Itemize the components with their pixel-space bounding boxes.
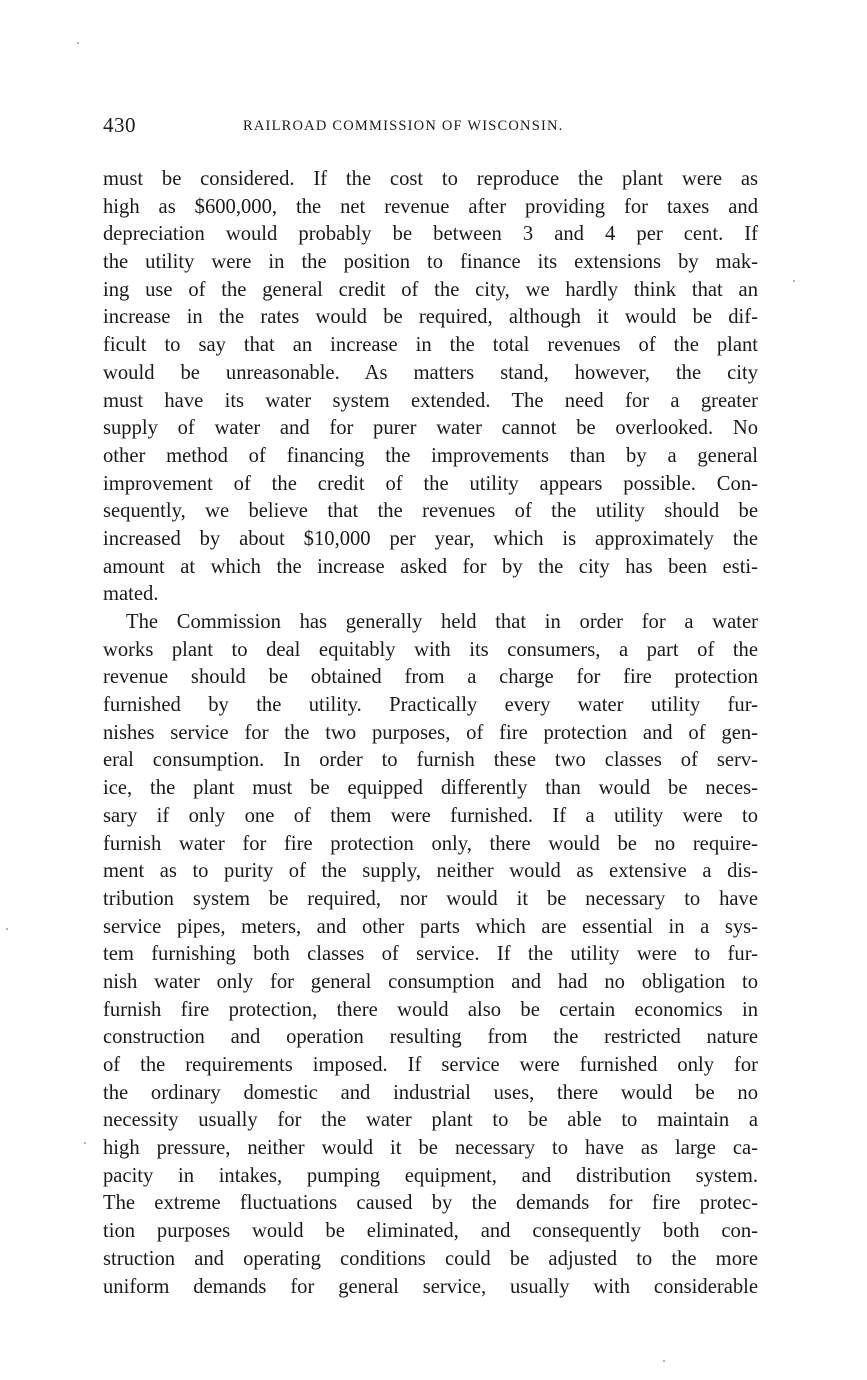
text-line: service pipes, meters, and other parts which are essential in a sys- [103,915,758,938]
scan-speck [77,42,79,44]
text-line: furnish fire protection, there would also be certain economics in [103,998,758,1021]
text-line: sary if only one of them were furnished. If a utility were to [103,804,758,827]
scan-speck [6,928,8,930]
text-line: would be unreasonable. As matters stand, however, the city [103,361,758,384]
paragraph-2 [103,609,758,1301]
text-line: increased by about $10,000 per year, which is approximately the [103,527,758,550]
scan-speck [793,280,795,282]
text-line: supply of water and for purer water cannot be overlooked. No [103,417,758,440]
text-line: ment as to purity of the supply, neither would as extensive a dis- [103,860,758,883]
text-line: of the requirements imposed. If service were furnished only for [103,1054,758,1076]
text-line: The Commission has generally held that in order for a water [126,611,758,633]
text-line: nish water only for general consumption and had no obligation to [103,970,758,993]
text-line: the utility were in the position to finance its extensions by mak- [103,251,758,274]
page-number: 430 [103,113,136,137]
text-line: struction and operating conditions could be adjusted to the more [103,1247,758,1270]
text-line: construction and operation resulting from the restricted nature [103,1026,758,1049]
text-line: high as $600,000, the net revenue after providing for taxes and [103,195,758,218]
text-line: works plant to deal equitably with its consumers, a part of the [103,638,758,661]
text-line: The extreme fluctuations caused by the demands for fire protec- [103,1192,758,1215]
text-line: pacity in intakes, pumping equipment, and distribution system. [103,1164,758,1187]
text-line: high pressure, neither would it be necessary to have as large ca- [103,1137,758,1160]
text-line: the ordinary domestic and industrial uses, there would be no [103,1081,758,1104]
body-text [103,166,758,1301]
text-line: increase in the rates would be required, although it would be dif- [103,306,758,329]
text-line: uniform demands for general service, usually with considerable [103,1275,758,1298]
text-line: must have its water system extended. The need for a greater [103,389,758,412]
page-header [103,113,758,143]
text-line: must be considered. If the cost to reproduce the plant were as [103,168,758,190]
text-line: amount at which the increase asked for by the city has been esti- [103,555,758,578]
text-line: furnished by the utility. Practically every water utility fur- [103,694,758,717]
text-line: eral consumption. In order to furnish these two classes of serv- [103,749,758,772]
text-line: revenue should be obtained from a charge for fire protection [103,666,758,689]
text-line: ice, the plant must be equipped differently than would be neces- [103,777,758,800]
text-line: tribution system be required, nor would it be necessary to have [103,887,758,910]
text-line: tion purposes would be eliminated, and consequently both con- [103,1220,758,1243]
text-line: ing use of the general credit of the city, we hardly think that an [103,278,758,301]
text-line: ficult to say that an increase in the total revenues of the plant [103,334,758,357]
text-line: nishes service for the two purposes, of fire protection and of gen- [103,721,758,744]
text-line: other method of financing the improvements than by a general [103,444,758,467]
text-line: tem furnishing both classes of service. If the utility were to fur- [103,943,758,966]
paragraph-1 [103,166,758,609]
scan-speck [84,1142,86,1144]
running-head: RAILROAD COMMISSION OF WISCONSIN. [243,118,564,134]
text-line: depreciation would probably be between 3 and 4 per cent. If [103,223,758,246]
text-line: mated. [103,583,159,606]
text-line: furnish water for fire protection only, there would be no require- [103,832,758,855]
text-line: sequently, we believe that the revenues of the utility should be [103,500,758,523]
text-line: improvement of the credit of the utility appears possible. Con- [103,472,758,495]
scan-speck [663,1360,665,1362]
text-line: necessity usually for the water plant to be able to maintain a [103,1109,758,1132]
